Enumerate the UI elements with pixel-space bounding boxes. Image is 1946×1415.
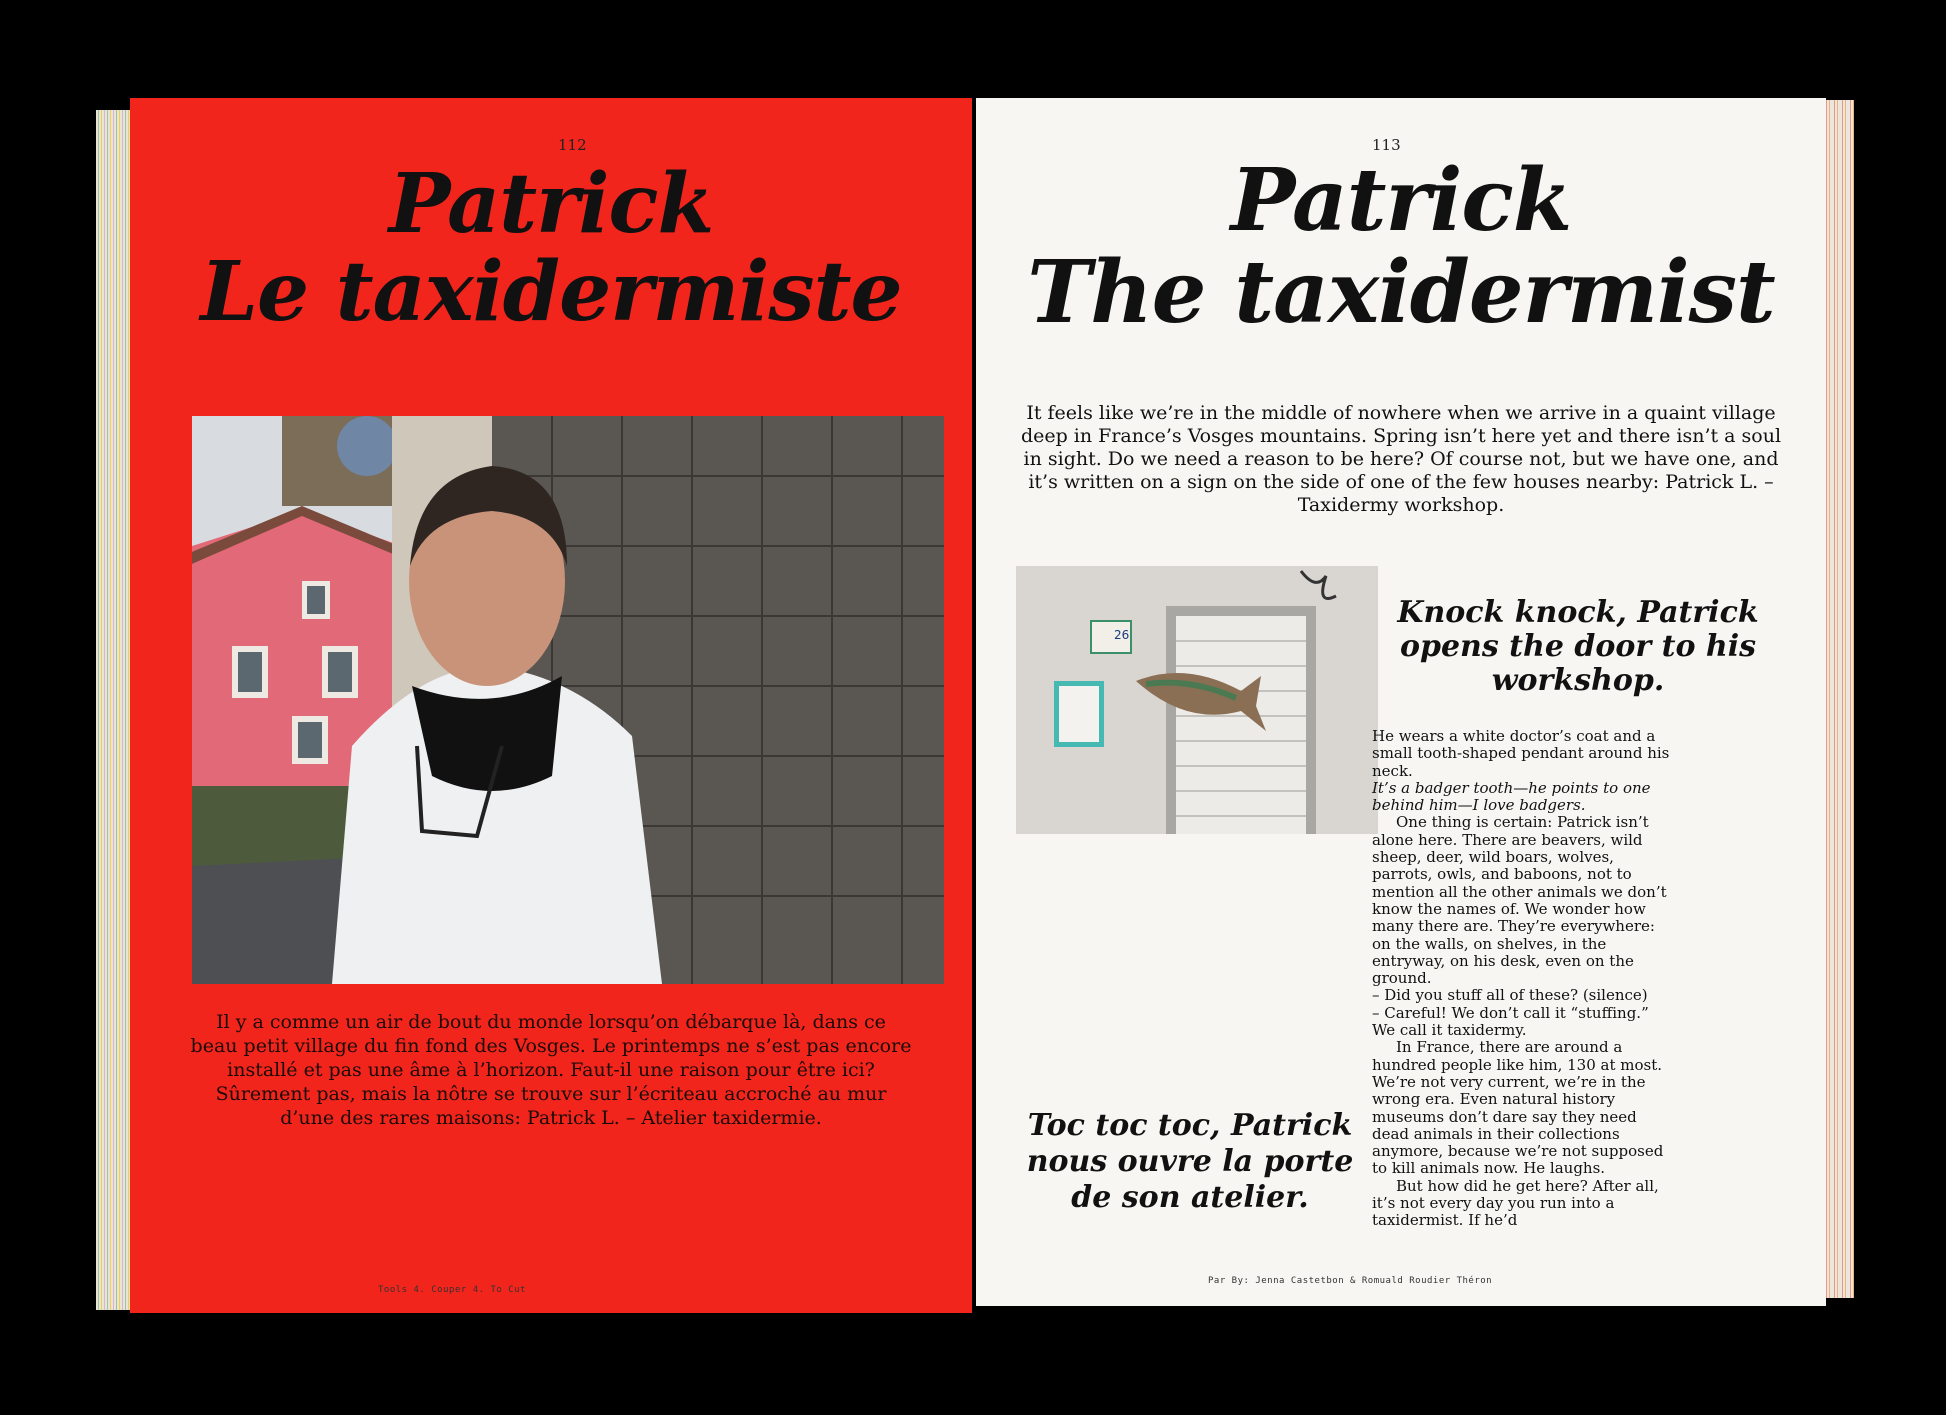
page-edges-left bbox=[96, 110, 132, 1310]
right-pull-quote: Knock knock, Patrick opens the door to his workshop. bbox=[1397, 595, 1759, 698]
door-number: 26 bbox=[1114, 628, 1130, 642]
body-paragraph-6: In France, there are around a hundred people like him, 130 at most. We’re not very current, we’re in the wrong era. Even natural history museums don’t dare say they need dead animals in their collections anymore, because we’re not supposed to kill animals now. He laughs. bbox=[1372, 1038, 1664, 1178]
body-paragraph-2: It’s a badger tooth—he points to one behind him—I love badgers. bbox=[1372, 778, 1651, 815]
left-pull-quote: Toc toc toc, Patrick nous ouvre la porte de son atelier. bbox=[1026, 1108, 1354, 1215]
left-folio: 112 bbox=[558, 136, 587, 154]
body-paragraph-7: But how did he get here? After all, it’s not every day you run into a taxidermist. If he’d bbox=[1372, 1176, 1659, 1230]
left-title-line1: Patrick bbox=[388, 156, 714, 252]
body-paragraph-4: – Did you stuff all of these? (silence) bbox=[1372, 986, 1648, 1005]
body-paragraph-3: One thing is certain: Patrick isn’t alone here. There are beavers, wild sheep, deer, wild boars, wolves, parrots, owls, and baboons, not to mention all the other animals we don’t know the names of. We wonder how many there are. They’re everywhere: on the walls, on shelves, in the entryway, on his desk, even on the ground. bbox=[1372, 813, 1667, 988]
right-title-line1: Patrick bbox=[1230, 150, 1572, 251]
page-edges-right bbox=[1824, 100, 1854, 1298]
right-intro-text: It feels like we’re in the middle of nowhere when we arrive in a quaint village deep in France’s Vosges mountains. Spring isn’t here yet and there isn’t a soul in sight. Do we need a reason to be here? Of course not, but we have one, and it’s written on a sign on the side of one of the few houses nearby: Patrick L. – Taxidermy workshop. bbox=[1020, 402, 1782, 516]
left-intro-text: Il y a comme un air de bout du monde lorsqu’on débarque là, dans ce beau petit village du fin fond des Vosges. Le printemps ne s’est pas encore installé et pas une âme à l’horizon. Faut-il une raison pour être ici? Sûrement pas, mais la nôtre se trouve sur l’écriteau accroché au mur d’une des rares maisons: Patrick L. – Atelier taxidermie. bbox=[190, 1011, 912, 1129]
body-paragraph-1: He wears a white doctor’s coat and a small tooth-shaped pendant around his neck. bbox=[1372, 727, 1670, 780]
left-footer: Tools 4. Couper 4. To Cut bbox=[378, 1285, 526, 1295]
right-footer: Par By: Jenna Castetbon & Romuald Roudier Théron bbox=[1208, 1276, 1493, 1286]
body-paragraph-5: – Careful! We don’t call it “stuffing.” We call it taxidermy. bbox=[1372, 1003, 1649, 1040]
left-title-line2: Le taxidermiste bbox=[200, 244, 902, 340]
left-page bbox=[130, 98, 972, 1313]
right-folio: 113 bbox=[1372, 136, 1401, 154]
door-photo bbox=[1016, 566, 1378, 834]
right-body-text bbox=[1372, 728, 1672, 1230]
right-title-line2: The taxidermist bbox=[1027, 242, 1775, 343]
portrait-photo bbox=[192, 416, 944, 984]
